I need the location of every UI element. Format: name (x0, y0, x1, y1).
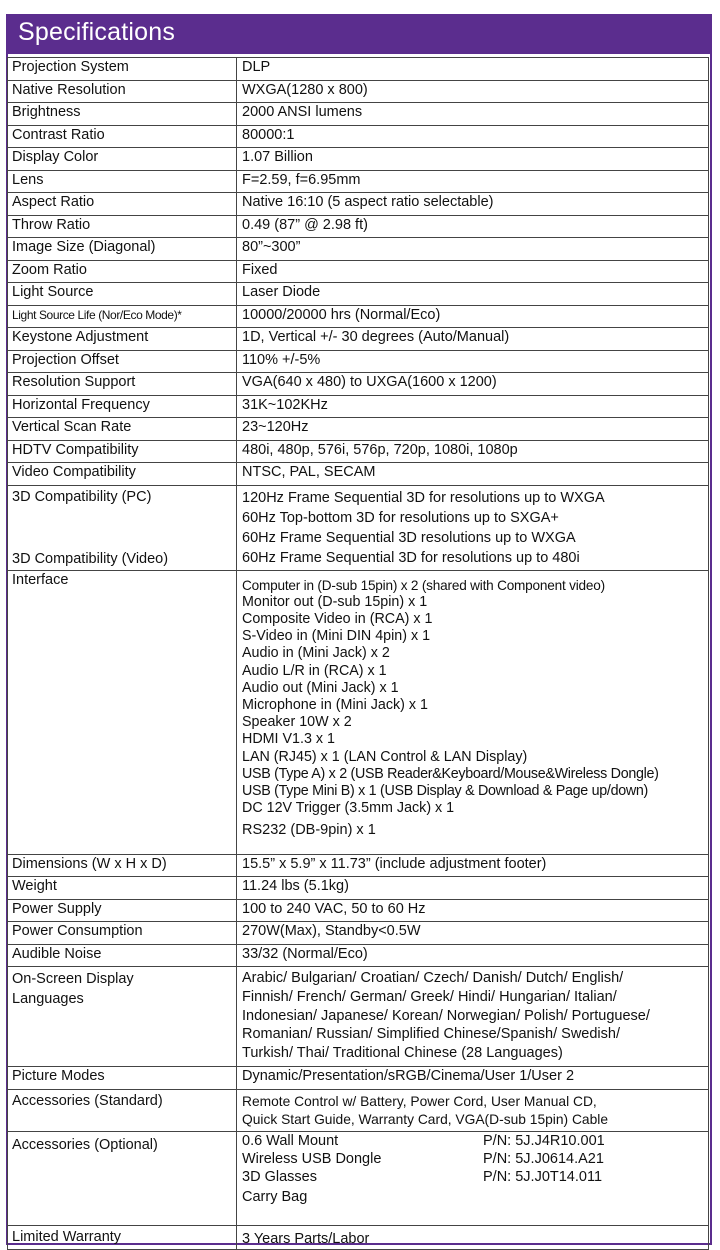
acc-item-name: 0.6 Wall Mount (242, 1132, 339, 1149)
osd-language-line: Arabic/ Bulgarian/ Croatian/ Czech/ Danish/ Dutch/ English/ (242, 970, 624, 986)
table-row (8, 148, 709, 171)
spec-value (237, 570, 709, 854)
table-row (8, 193, 709, 216)
acc-standard-line: Quick Start Guide, Warranty Card, VGA(D-sub 15pin) Cable (242, 1111, 609, 1127)
table-row (8, 418, 709, 441)
table-row-acc-optional (8, 1131, 709, 1225)
spec-label: Audible Noise (8, 944, 237, 967)
acc-optional-item (242, 1168, 708, 1186)
spec-value: WXGA(1280 x 800) (237, 80, 709, 103)
spec-label: Accessories (Standard) (8, 1089, 237, 1131)
interface-line: DC 12V Trigger (3.5mm Jack) x 1 (242, 800, 455, 817)
spec-label: Aspect Ratio (8, 193, 237, 216)
table-row (8, 170, 709, 193)
table-row (8, 877, 709, 900)
spec-label: Projection System (8, 58, 237, 81)
spec-label: Keystone Adjustment (8, 328, 237, 351)
osd-language-line: Turkish/ Thai/ Traditional Chinese (28 Languages) (242, 1045, 563, 1062)
spec-value (237, 967, 709, 1067)
spec-value: 3 Years Parts/Labor (237, 1225, 709, 1249)
spec-value: Dynamic/Presentation/sRGB/Cinema/User 1/User 2 (237, 1067, 709, 1090)
spec-value: 11.24 lbs (5.1kg) (237, 877, 709, 900)
spec-value: 480i, 480p, 576i, 576p, 720p, 1080i, 1080p (237, 440, 709, 463)
table-row (8, 463, 709, 486)
table-row-acc-standard (8, 1089, 709, 1131)
spec-value: Fixed (237, 260, 709, 283)
spec-label (8, 967, 237, 1067)
acc-standard-line: Remote Control w/ Battery, Power Cord, User Manual CD, (242, 1093, 597, 1109)
label-3d-video: 3D Compatibility (Video) (12, 550, 169, 567)
spec-label: Dimensions (W x H x D) (8, 854, 237, 877)
spec-label: Brightness (8, 103, 237, 126)
spec-label: Picture Modes (8, 1067, 237, 1090)
interface-line: Audio in (Mini Jack) x 2 (242, 645, 390, 662)
interface-line: Audio out (Mini Jack) x 1 (242, 679, 399, 696)
spec-value (237, 1089, 709, 1131)
table-row-osd (8, 967, 709, 1067)
spec-value: F=2.59, f=6.95mm (237, 170, 709, 193)
acc-item-pn: P/N: 5J.J4R10.001 (483, 1132, 605, 1149)
spec-label (8, 485, 237, 570)
spec-value: Native 16:10 (5 aspect ratio selectable) (237, 193, 709, 216)
spec-value: 2000 ANSI lumens (237, 103, 709, 126)
spec-label: Power Supply (8, 899, 237, 922)
spec-value: 10000/20000 hrs (Normal/Eco) (237, 305, 709, 328)
osd-language-line: Indonesian/ Japanese/ Korean/ Norwegian/ Polish/ Portuguese/ (242, 1007, 650, 1024)
interface-line: HDMI V1.3 x 1 (242, 731, 335, 748)
table-row (8, 922, 709, 945)
spec-value: 80000:1 (237, 125, 709, 148)
spec-value: 270W(Max), Standby<0.5W (237, 922, 709, 945)
compat-3d-line: 60Hz Top-bottom 3D for resolutions up to SXGA+ (242, 509, 559, 526)
table-row (8, 80, 709, 103)
table-row (8, 944, 709, 967)
table-row (8, 373, 709, 396)
compat-3d-line: 120Hz Frame Sequential 3D for resolutions up to WXGA (242, 489, 605, 506)
spec-label: Lens (8, 170, 237, 193)
spec-table-body (8, 58, 709, 1250)
spec-label: HDTV Compatibility (8, 440, 237, 463)
spec-label: Limited Warranty (8, 1225, 237, 1249)
spec-label: Weight (8, 877, 237, 900)
compat-3d-line: 60Hz Frame Sequential 3D for resolutions up to 480i (242, 549, 580, 566)
spec-value: 15.5” x 5.9” x 11.73” (include adjustment footer) (237, 854, 709, 877)
table-row (8, 1067, 709, 1090)
table-row (8, 1225, 709, 1249)
spec-value: Laser Diode (237, 283, 709, 306)
spec-label: Light Source (8, 283, 237, 306)
interface-line: S-Video in (Mini DIN 4pin) x 1 (242, 628, 431, 645)
spec-value: 33/32 (Normal/Eco) (237, 944, 709, 967)
spec-label: Image Size (Diagonal) (8, 238, 237, 261)
spec-label: Native Resolution (8, 80, 237, 103)
spec-value: NTSC, PAL, SECAM (237, 463, 709, 486)
spec-label: Throw Ratio (8, 215, 237, 238)
acc-item-name: Carry Bag (242, 1188, 308, 1205)
spec-label: Contrast Ratio (8, 125, 237, 148)
section-header (6, 14, 712, 52)
table-row (8, 103, 709, 126)
acc-item-pn: P/N: 5J.J0614.A21 (483, 1150, 604, 1167)
interface-line: USB (Type Mini B) x 1 (USB Display & Download & Page up/down) (242, 782, 649, 799)
interface-line: Computer in (D-sub 15pin) x 2 (shared with Component video) (242, 577, 605, 593)
spec-value: 1D, Vertical +/- 30 degrees (Auto/Manual) (237, 328, 709, 351)
interface-line: RS232 (DB-9pin) x 1 (242, 822, 376, 839)
table-row (8, 125, 709, 148)
spec-label: Vertical Scan Rate (8, 418, 237, 441)
interface-line: Speaker 10W x 2 (242, 714, 352, 731)
spec-label: Light Source Life (Nor/Eco Mode)* (8, 305, 237, 328)
table-row (8, 58, 709, 81)
osd-label-line: Languages (12, 991, 84, 1007)
interface-line: USB (Type A) x 2 (USB Reader&Keyboard/Mouse&Wireless Dongle) (242, 765, 659, 782)
interface-line: Monitor out (D-sub 15pin) x 1 (242, 593, 428, 610)
acc-item-name: Wireless USB Dongle (242, 1150, 382, 1167)
table-row (8, 215, 709, 238)
label-3d-pc: 3D Compatibility (PC) (12, 488, 152, 505)
osd-language-line: Finnish/ French/ German/ Greek/ Hindi/ Hungarian/ Italian/ (242, 988, 617, 1005)
spec-value: VGA(640 x 480) to UXGA(1600 x 1200) (237, 373, 709, 396)
table-row (8, 260, 709, 283)
acc-optional-item (242, 1186, 708, 1208)
spec-value (237, 485, 709, 570)
table-row (8, 305, 709, 328)
table-row (8, 854, 709, 877)
table-row (8, 328, 709, 351)
spec-value: 1.07 Billion (237, 148, 709, 171)
acc-optional-item (242, 1150, 708, 1168)
spec-value: 31K~102KHz (237, 395, 709, 418)
table-row-interface (8, 570, 709, 854)
table-row (8, 283, 709, 306)
page-title: Specifications (18, 18, 176, 46)
spec-label: Zoom Ratio (8, 260, 237, 283)
spec-value: 110% +/-5% (237, 350, 709, 373)
compat-3d-line: 60Hz Frame Sequential 3D resolutions up to WXGA (242, 529, 576, 546)
spec-label: Accessories (Optional) (8, 1131, 237, 1225)
acc-item-name: 3D Glasses (242, 1168, 317, 1185)
acc-optional-item (242, 1132, 708, 1150)
spec-value: 23~120Hz (237, 418, 709, 441)
table-row (8, 440, 709, 463)
spec-label: Power Consumption (8, 922, 237, 945)
spec-label: Horizontal Frequency (8, 395, 237, 418)
interface-line: Audio L/R in (RCA) x 1 (242, 662, 387, 679)
table-row (8, 899, 709, 922)
interface-line: Composite Video in (RCA) x 1 (242, 610, 433, 627)
spec-label: Display Color (8, 148, 237, 171)
spec-value (237, 1131, 709, 1225)
osd-label-line: On-Screen Display (12, 971, 134, 987)
spec-label: Projection Offset (8, 350, 237, 373)
spec-value: DLP (237, 58, 709, 81)
table-row-3d (8, 485, 709, 570)
acc-item-pn: P/N: 5J.J0T14.011 (483, 1168, 603, 1185)
spec-value: 80”~300” (237, 238, 709, 261)
interface-line: LAN (RJ45) x 1 (LAN Control & LAN Display) (242, 748, 528, 765)
spec-label: Video Compatibility (8, 463, 237, 486)
interface-line: Microphone in (Mini Jack) x 1 (242, 696, 428, 713)
table-row (8, 350, 709, 373)
spec-value: 100 to 240 VAC, 50 to 60 Hz (237, 899, 709, 922)
spec-label: Resolution Support (8, 373, 237, 396)
table-row (8, 395, 709, 418)
osd-language-line: Romanian/ Russian/ Simplified Chinese/Spanish/ Swedish/ (242, 1026, 620, 1043)
table-row (8, 238, 709, 261)
spec-value: 0.49 (87” @ 2.98 ft) (237, 215, 709, 238)
specifications-table (7, 57, 709, 1250)
spec-label: Interface (8, 570, 237, 854)
